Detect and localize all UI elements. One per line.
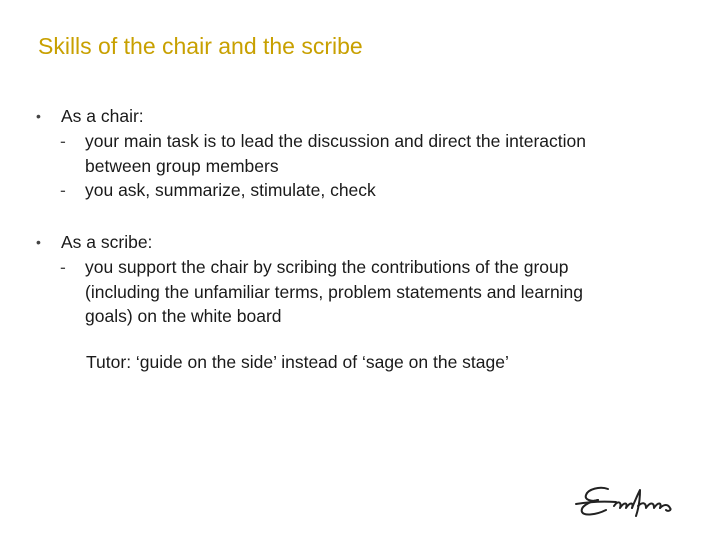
bullet-label: As a chair: (61, 106, 144, 126)
sub-item-line: (including the unfamiliar terms, problem statements and learning (85, 281, 584, 302)
erasmus-signature-logo (574, 480, 684, 520)
sub-item-line: goals) on the white board (85, 306, 282, 326)
bullet-dot-icon: • (36, 234, 41, 250)
bullet-chair-header (36, 103, 676, 129)
sub-item (36, 129, 676, 178)
bullet-chair (36, 103, 676, 203)
sub-item-line: you ask, summarize, stimulate, check (85, 180, 376, 200)
sub-item-line: you support the chair by scribing the contributions of the group (85, 257, 569, 277)
sub-item (36, 255, 676, 329)
bullet-dot-icon: • (36, 108, 41, 124)
tutor-note: Tutor: ‘guide on the side’ instead of ‘sage on the stage’ (86, 352, 509, 372)
bullet-scribe (36, 229, 676, 329)
sub-item (36, 178, 676, 203)
dash-icon: - (60, 180, 66, 200)
slide-title: Skills of the chair and the scribe (38, 33, 363, 59)
bullet-scribe-header (36, 229, 676, 255)
sub-item-line: your main task is to lead the discussion and direct the interaction (85, 131, 586, 151)
dash-icon: - (60, 131, 66, 151)
bullet-label: As a scribe: (61, 232, 153, 252)
sub-item-line: between group members (85, 155, 279, 176)
dash-icon: - (60, 257, 66, 277)
